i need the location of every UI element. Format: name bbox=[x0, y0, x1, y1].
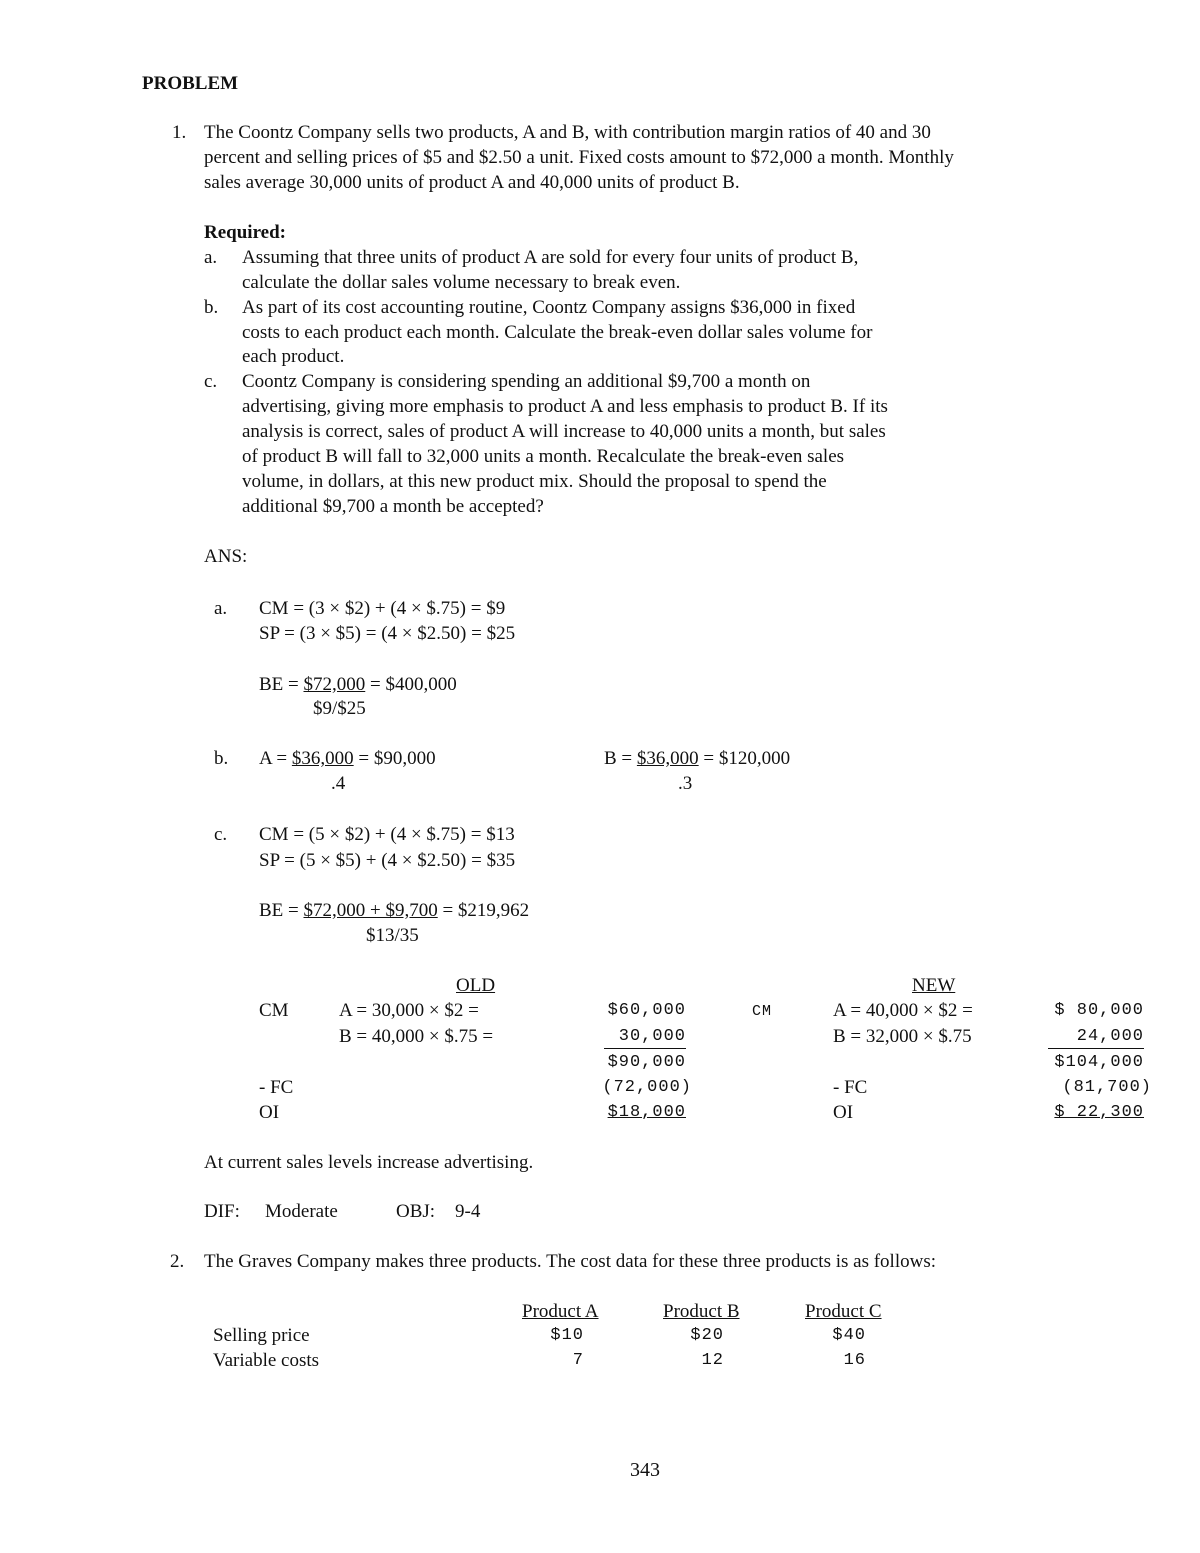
obj-value: 9-4 bbox=[455, 1201, 481, 1222]
problem-1-intro-line-2: percent and selling prices of $5 and $2.50 a unit. Fixed costs amount to $72,000 a month. Monthly bbox=[204, 147, 954, 168]
answer-b-a-prefix: A = bbox=[259, 748, 292, 769]
requirement-c-line-2: advertising, giving more emphasis to product A and less emphasis to product B. If its bbox=[242, 396, 888, 417]
problem-2-number: 2. bbox=[170, 1251, 185, 1272]
new-a-value: $ 80,000 bbox=[1054, 1001, 1144, 1020]
old-header: OLD bbox=[456, 975, 496, 996]
old-oi-label: OI bbox=[259, 1102, 280, 1123]
new-header: NEW bbox=[912, 975, 956, 996]
selling-price-product-b: $20 bbox=[690, 1326, 724, 1345]
new-b-calc: B = 32,000 × $.75 bbox=[833, 1026, 972, 1047]
requirement-c-line-3: analysis is correct, sales of product A will increase to 40,000 units a month, but sales bbox=[242, 421, 886, 442]
requirement-c-line-5: volume, in dollars, at this new product mix. Should the proposal to spend the bbox=[242, 471, 827, 492]
answer-b-a-denominator: .4 bbox=[331, 773, 346, 794]
answer-a-be-prefix: BE = bbox=[259, 674, 304, 695]
requirement-b-line-1: As part of its cost accounting routine, Coontz Company assigns $36,000 in fixed bbox=[242, 297, 856, 318]
answer-b-a-numerator: $36,000 bbox=[291, 748, 354, 769]
answer-b-b bbox=[604, 747, 790, 771]
variable-costs-product-b: 12 bbox=[701, 1351, 724, 1370]
requirement-c-line-1: Coontz Company is considering spending an additional $9,700 a month on bbox=[242, 371, 811, 392]
page-number: 343 bbox=[630, 1459, 660, 1481]
problem-2-intro: The Graves Company makes three products. The cost data for these three products is as follows: bbox=[204, 1251, 937, 1272]
answer-b-letter: b. bbox=[214, 748, 229, 769]
answer-b-b-denominator: .3 bbox=[678, 773, 693, 794]
requirement-b-line-3: each product. bbox=[242, 346, 345, 367]
requirement-a-line-2: calculate the dollar sales volume necessary to break even. bbox=[242, 272, 681, 293]
answer-c-be-numerator: $72,000 + $9,700 bbox=[303, 900, 438, 921]
old-b-calc: B = 40,000 × $.75 = bbox=[339, 1026, 494, 1047]
requirement-c-line-6: additional $9,700 a month be accepted? bbox=[242, 496, 544, 517]
row-label-variable-costs: Variable costs bbox=[213, 1350, 320, 1371]
requirement-b-line-2: costs to each product each month. Calculate the break-even dollar sales volume for bbox=[242, 322, 873, 343]
answer-c-be bbox=[259, 899, 529, 923]
dif-label: DIF: bbox=[204, 1201, 240, 1222]
required-label: Required: bbox=[204, 222, 286, 243]
answer-b-b-prefix: B = bbox=[604, 748, 637, 769]
requirement-a-letter: a. bbox=[204, 247, 218, 268]
old-a-calc: A = 30,000 × $2 = bbox=[339, 1000, 479, 1021]
dif-value: Moderate bbox=[265, 1201, 338, 1222]
answer-b-a bbox=[259, 747, 436, 771]
answer-c-cm: CM = (5 × $2) + (4 × $.75) = $13 bbox=[259, 824, 515, 845]
new-oi-value: $ 22,300 bbox=[1054, 1103, 1144, 1122]
old-fc-value: (72,000) bbox=[602, 1078, 692, 1097]
new-subtotal-rule bbox=[1048, 1048, 1144, 1049]
problem-1-intro-line-3: sales average 30,000 units of product A and 40,000 units of product B. bbox=[204, 172, 740, 193]
new-fc-label: - FC bbox=[833, 1077, 868, 1098]
column-header-product-c: Product C bbox=[805, 1301, 882, 1322]
selling-price-product-a: $10 bbox=[550, 1326, 584, 1345]
problem-1-intro-line-1: The Coontz Company sells two products, A and B, with contribution margin ratios of 40 and 30 bbox=[204, 122, 931, 143]
answer-c-sp: SP = (5 × $5) + (4 × $2.50) = $35 bbox=[259, 850, 516, 871]
old-fc-label: - FC bbox=[259, 1077, 294, 1098]
new-fc-value: (81,700) bbox=[1062, 1078, 1152, 1097]
answer-a-cm: CM = (3 × $2) + (4 × $.75) = $9 bbox=[259, 598, 506, 619]
ans-label: ANS: bbox=[204, 546, 248, 567]
old-oi-value: $18,000 bbox=[607, 1103, 686, 1122]
new-a-calc: A = 40,000 × $2 = bbox=[833, 1000, 973, 1021]
section-title: PROBLEM bbox=[142, 73, 239, 94]
answer-c-be-suffix: = $219,962 bbox=[437, 900, 530, 921]
old-b-value: 30,000 bbox=[618, 1027, 686, 1046]
variable-costs-product-a: 7 bbox=[572, 1351, 584, 1370]
variable-costs-product-c: 16 bbox=[843, 1351, 866, 1370]
answer-a-be-suffix: = $400,000 bbox=[365, 674, 457, 695]
requirement-a-line-1: Assuming that three units of product A are sold for every four units of product B, bbox=[242, 247, 859, 268]
old-total: $90,000 bbox=[607, 1053, 686, 1072]
answer-a-be-denominator: $9/$25 bbox=[313, 698, 366, 719]
answer-a-be bbox=[259, 673, 457, 697]
answer-c-letter: c. bbox=[214, 824, 228, 845]
column-header-product-a: Product A bbox=[522, 1301, 599, 1322]
requirement-c-letter: c. bbox=[204, 371, 218, 392]
new-total: $104,000 bbox=[1054, 1053, 1144, 1072]
problem-1-number: 1. bbox=[172, 122, 187, 143]
new-cm-label: CM bbox=[752, 1003, 773, 1020]
old-subtotal-rule bbox=[604, 1048, 686, 1049]
answer-b-b-suffix: = $120,000 bbox=[698, 748, 791, 769]
requirement-c-line-4: of product B will fall to 32,000 units a month. Recalculate the break-even sales bbox=[242, 446, 845, 467]
new-b-value: 24,000 bbox=[1076, 1027, 1144, 1046]
answer-c-be-denominator: $13/35 bbox=[366, 925, 419, 946]
obj-label: OBJ: bbox=[396, 1201, 436, 1222]
column-header-product-b: Product B bbox=[663, 1301, 740, 1322]
selling-price-product-c: $40 bbox=[832, 1326, 866, 1345]
conclusion: At current sales levels increase advertising. bbox=[204, 1152, 534, 1173]
old-a-value: $60,000 bbox=[607, 1001, 686, 1020]
answer-a-sp: SP = (3 × $5) = (4 × $2.50) = $25 bbox=[259, 623, 516, 644]
new-oi-label: OI bbox=[833, 1102, 854, 1123]
requirement-b-letter: b. bbox=[204, 297, 219, 318]
answer-c-be-prefix: BE = bbox=[259, 900, 304, 921]
old-cm-label: CM bbox=[259, 1000, 289, 1021]
answer-b-b-numerator: $36,000 bbox=[636, 748, 699, 769]
answer-a-be-numerator: $72,000 bbox=[303, 674, 366, 695]
row-label-selling-price: Selling price bbox=[213, 1325, 310, 1346]
answer-b-a-suffix: = $90,000 bbox=[353, 748, 436, 769]
answer-a-letter: a. bbox=[214, 598, 228, 619]
